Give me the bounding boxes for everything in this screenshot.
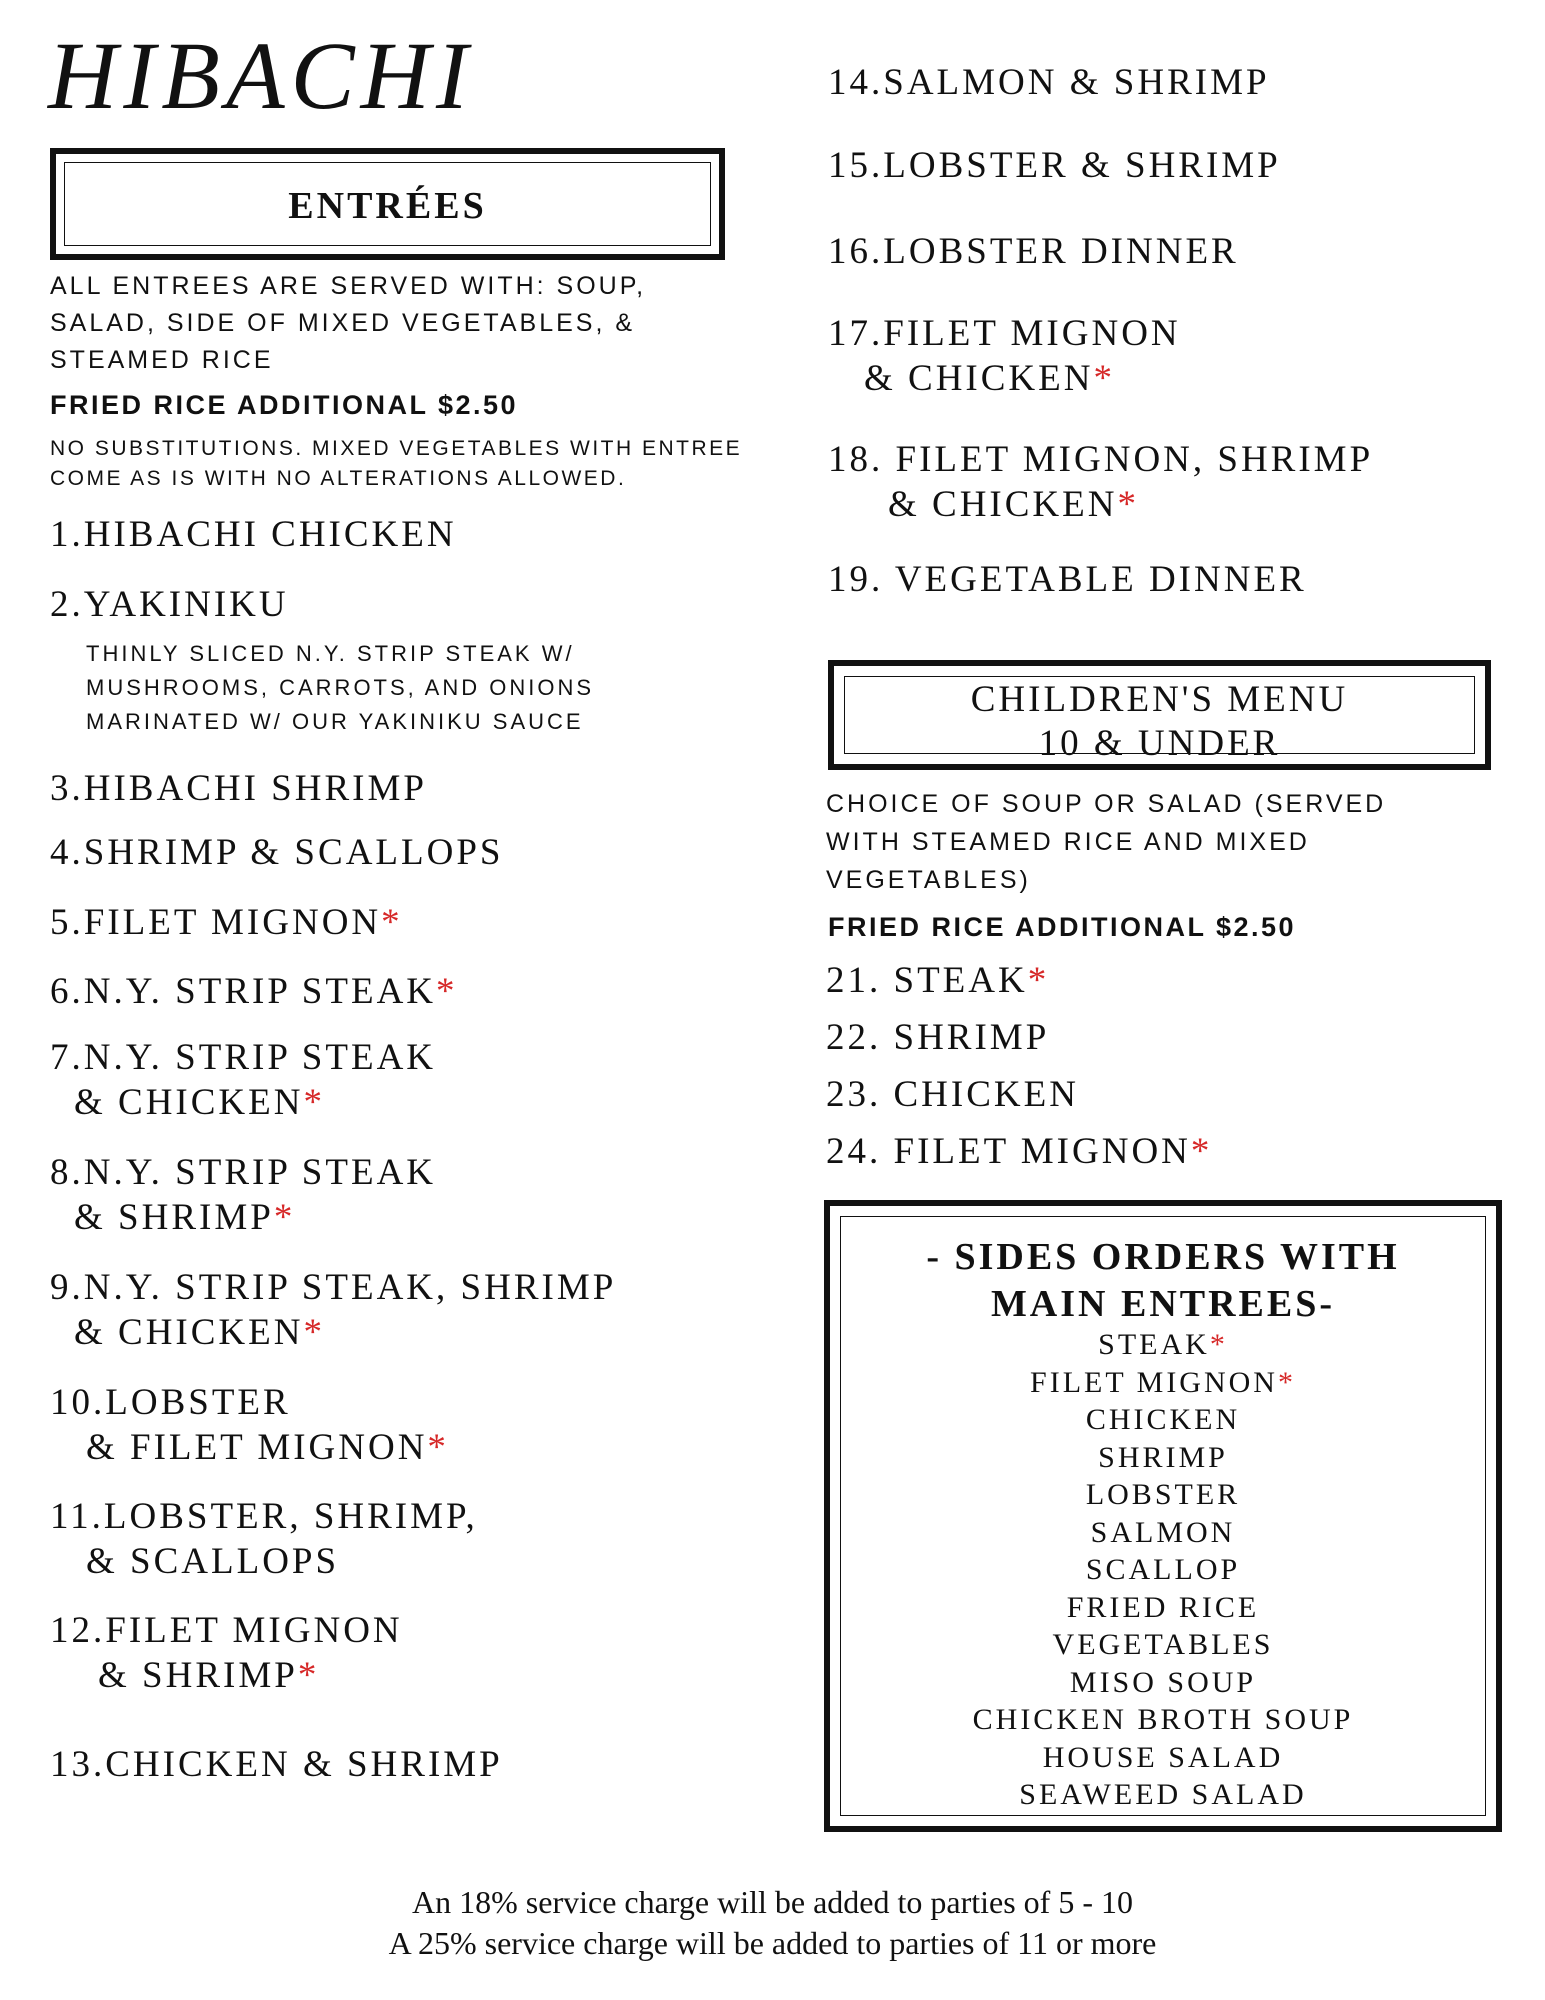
raw-warning-star: *: [1093, 358, 1115, 399]
side-name: VEGETABLES: [1052, 1628, 1274, 1661]
item-name: 18. FILET MIGNON, SHRIMP: [828, 439, 1374, 480]
description-line: CHOICE OF SOUP OR SALAD (SERVED: [826, 790, 1387, 818]
side-item: [830, 1626, 1496, 1664]
raw-warning-star: *: [427, 1427, 449, 1468]
item-name: 12.FILET MIGNON: [50, 1610, 403, 1651]
item-name: 21. STEAK: [826, 960, 1028, 1001]
item-name: 9.N.Y. STRIP STEAK, SHRIMP: [50, 1267, 617, 1308]
side-item: [830, 1776, 1496, 1814]
raw-warning-star: *: [273, 1197, 296, 1238]
item-name: 17.FILET MIGNON: [828, 313, 1181, 354]
kids-item-24: [826, 1129, 1212, 1174]
childrens-menu-heading: [834, 678, 1485, 766]
page-title: HIBACHI: [48, 22, 474, 129]
menu-item-15: [828, 143, 1281, 188]
menu-item-5: [50, 900, 403, 945]
menu-item-9: [50, 1265, 616, 1355]
item-name-continued: & SHRIMP: [98, 1655, 298, 1696]
side-name: FRIED RICE: [1066, 1590, 1260, 1624]
sides-box: [824, 1200, 1502, 1832]
note-line: COME AS IS WITH NO ALTERATIONS ALLOWED.: [50, 467, 627, 490]
item-name-continued: & CHICKEN: [864, 358, 1094, 399]
childrens-menu-heading-box: [828, 660, 1491, 770]
menu-item-7: [50, 1035, 436, 1125]
side-name: SCALLOP: [1085, 1553, 1241, 1586]
note-line: SALAD, SIDE OF MIXED VEGETABLES, &: [50, 309, 636, 337]
menu-item-11: [50, 1494, 478, 1584]
side-item: [830, 1401, 1496, 1439]
side-name: FILET MIGNON: [1030, 1365, 1278, 1399]
side-item: [830, 1364, 1496, 1402]
side-item: [830, 1326, 1496, 1364]
menu-item-8: [50, 1150, 436, 1240]
side-name: CHICKEN BROTH SOUP: [972, 1703, 1354, 1736]
item-name: 4.SHRIMP & SCALLOPS: [50, 832, 504, 873]
entrees-heading-box: [50, 148, 725, 260]
kids-item-22: [826, 1015, 1049, 1060]
raw-warning-star: *: [1209, 1328, 1228, 1361]
raw-warning-star: *: [1277, 1365, 1296, 1399]
side-item: [830, 1476, 1496, 1514]
item-name-continued: & SHRIMP: [74, 1197, 274, 1238]
menu-item-6: [50, 969, 458, 1014]
raw-warning-star: *: [303, 1312, 325, 1353]
item-name: 14.SALMON & SHRIMP: [828, 62, 1270, 103]
raw-warning-star: *: [1117, 484, 1139, 525]
childrens-menu-description: [826, 785, 1386, 899]
side-name: SALMON: [1090, 1515, 1236, 1549]
item-name: 2.YAKINIKU: [50, 584, 289, 625]
substitution-note: [50, 434, 742, 494]
sides-list: [830, 1326, 1496, 1814]
side-name: LOBSTER: [1085, 1478, 1241, 1511]
menu-item-19: [828, 557, 1307, 602]
side-item: [830, 1589, 1496, 1627]
item-name: 11.LOBSTER, SHRIMP,: [50, 1496, 478, 1537]
description-line: WITH STEAMED RICE AND MIXED: [826, 828, 1310, 856]
item-name: 22. SHRIMP: [826, 1017, 1050, 1058]
note-line: NO SUBSTITUTIONS. MIXED VEGETABLES WITH ENTREE: [50, 437, 743, 460]
menu-item-14: [828, 60, 1270, 105]
service-charge-note: [0, 1882, 1545, 1964]
item-name: 23. CHICKEN: [826, 1074, 1079, 1115]
side-item: [830, 1439, 1496, 1477]
heading-line: MAIN ENTREES-: [990, 1283, 1336, 1325]
raw-warning-star: *: [436, 971, 458, 1012]
item-name: 1.HIBACHI CHICKEN: [50, 514, 457, 555]
side-name: SEAWEED SALAD: [1019, 1778, 1307, 1811]
menu-item-2: [50, 582, 289, 627]
menu-item-3: [50, 766, 427, 811]
item-name: 8.N.Y. STRIP STEAK: [50, 1152, 437, 1193]
description-line: THINLY SLICED N.Y. STRIP STEAK W/: [86, 641, 575, 666]
note-line: ALL ENTREES ARE SERVED WITH: SOUP,: [50, 272, 647, 300]
menu-item-4: [50, 830, 504, 875]
item-name: 13.CHICKEN & SHRIMP: [50, 1744, 503, 1785]
menu-item-17: [828, 311, 1181, 401]
entrees-served-with-note: [50, 268, 646, 379]
heading-line: 10 & UNDER: [1038, 723, 1281, 764]
side-name: STEAK: [1098, 1328, 1210, 1361]
item-name-continued: & SCALLOPS: [86, 1541, 340, 1582]
menu-item-18: [828, 437, 1373, 527]
raw-warning-star: *: [297, 1655, 320, 1696]
item-name: 10.LOBSTER: [50, 1382, 291, 1423]
item-name: 6.N.Y. STRIP STEAK: [50, 971, 437, 1012]
item-name: 5.FILET MIGNON: [50, 902, 382, 943]
item-name: 15.LOBSTER & SHRIMP: [828, 145, 1281, 186]
description-line: MUSHROOMS, CARROTS, AND ONIONS: [86, 675, 595, 700]
entrees-fried-rice-note: FRIED RICE ADDITIONAL $2.50: [50, 390, 519, 420]
item-name-continued: & CHICKEN: [74, 1082, 304, 1123]
item-name: 24. FILET MIGNON: [826, 1131, 1191, 1172]
note-line: STEAMED RICE: [50, 346, 274, 374]
childrens-fried-rice-note: FRIED RICE ADDITIONAL $2.50: [828, 912, 1297, 942]
heading-line: CHILDREN'S MENU: [970, 679, 1349, 720]
side-name: MISO SOUP: [1069, 1665, 1257, 1699]
side-name: HOUSE SALAD: [1042, 1740, 1284, 1774]
heading-line: - SIDES ORDERS WITH: [926, 1236, 1400, 1278]
service-charge-line: An 18% service charge will be added to parties of 5 - 10: [412, 1884, 1133, 1920]
item-name: 3.HIBACHI SHRIMP: [50, 768, 427, 809]
description-line: MARINATED W/ OUR YAKINIKU SAUCE: [86, 709, 584, 734]
menu-item-1: [50, 512, 457, 557]
side-item: [830, 1664, 1496, 1702]
item-name: 19. VEGETABLE DINNER: [828, 559, 1307, 600]
menu-item-16: [828, 229, 1239, 274]
entrees-heading: ENTRÉES: [288, 185, 487, 227]
description-line: VEGETABLES): [826, 866, 1031, 894]
menu-item-13: [50, 1742, 503, 1787]
item-name: 7.N.Y. STRIP STEAK: [50, 1037, 437, 1078]
sides-heading: [830, 1234, 1496, 1328]
item-name-continued: & CHICKEN: [74, 1312, 304, 1353]
side-item: [830, 1514, 1496, 1552]
service-charge-line: A 25% service charge will be added to parties of 11 or more: [388, 1925, 1157, 1961]
menu-item-10: [50, 1380, 449, 1470]
menu-item-12: [50, 1608, 403, 1698]
item-name: 16.LOBSTER DINNER: [828, 231, 1239, 272]
side-name: CHICKEN: [1085, 1403, 1241, 1436]
side-item: [830, 1701, 1496, 1739]
raw-warning-star: *: [1027, 960, 1050, 1001]
item-name-continued: & CHICKEN: [888, 484, 1118, 525]
side-name: SHRIMP: [1098, 1440, 1228, 1474]
item-name-continued: & FILET MIGNON: [86, 1427, 428, 1468]
kids-item-21: [826, 958, 1049, 1003]
yakiniku-description: [86, 637, 594, 739]
side-item: [830, 1739, 1496, 1777]
raw-warning-star: *: [381, 902, 403, 943]
kids-item-23: [826, 1072, 1079, 1117]
raw-warning-star: *: [303, 1082, 325, 1123]
raw-warning-star: *: [1190, 1131, 1213, 1172]
side-item: [830, 1551, 1496, 1589]
